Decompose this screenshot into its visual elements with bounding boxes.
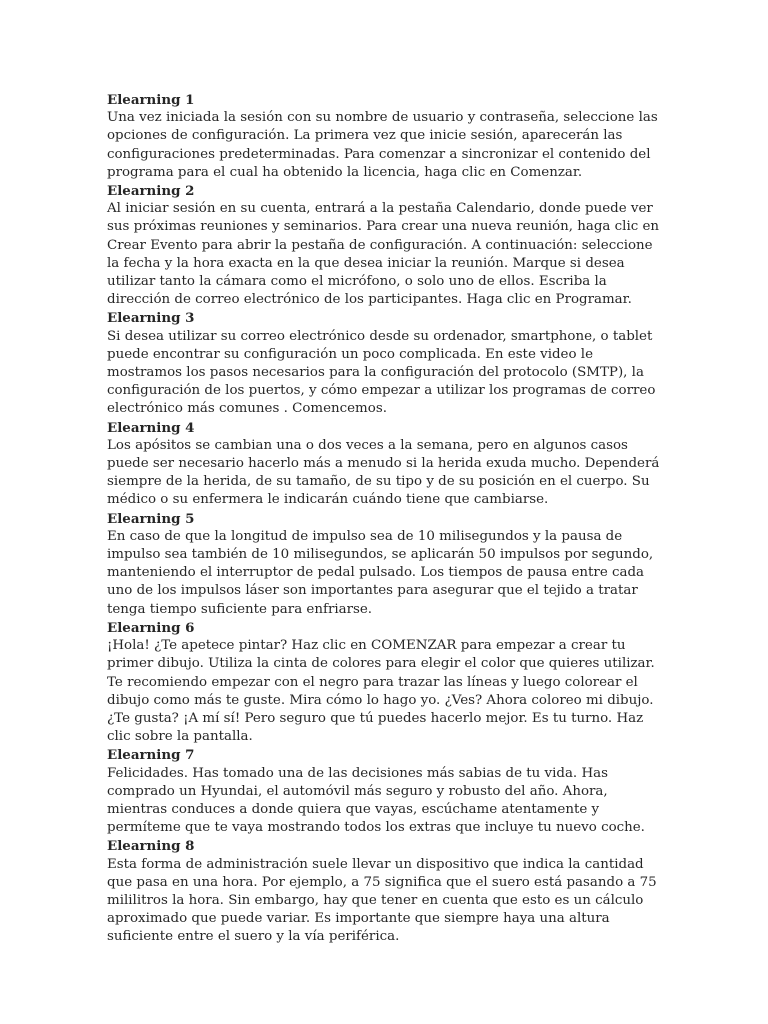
section-title: Elearning 8 — [107, 838, 195, 855]
section-body: Esta forma de administración suele llevar un dispositivo que indica la cantidad que pasa en una hora. Por ejemplo, a 75 significa que el suero está pasando a 75 mililitros la hora. Sin embargo, hay que tener en cuenta que esto es un cálculo aproximado que puede variar. Es importante que siempre haya una altura suficiente entre el suero y la vía periférica. — [107, 856, 657, 945]
section-elearning-1 — [107, 91, 667, 182]
section-title: Elearning 3 — [107, 310, 195, 327]
section-title: Elearning 1 — [107, 92, 195, 108]
section-body: Al iniciar sesión en su cuenta, entrará a la pestaña Calendario, donde puede ver sus próximas reuniones y seminarios. Para crear una nueva reunión, haga clic en Crear Evento para abrir la pestaña de configuración. A continuación: seleccione la fecha y la hora exacta en la que desea iniciar la reunión. Marque si desea utilizar tanto la cámara como el micrófono, o solo uno de ellos. Escriba la dirección de correo electrónico de los participantes. Haga clic en Programar. — [107, 201, 660, 308]
section-elearning-8 — [107, 837, 667, 946]
section-elearning-3 — [107, 309, 667, 418]
section-title: Elearning 7 — [107, 747, 195, 764]
document-page — [107, 91, 667, 947]
section-title: Elearning 4 — [107, 419, 195, 436]
section-elearning-6 — [107, 619, 667, 746]
section-body: En caso de que la longitud de impulso sea de 10 milisegundos y la pausa de impulso sea también de 10 milisegundos, se aplicarán 50 impulsos por segundo, manteniendo el interruptor de pedal pulsado. Los tiempos de pausa entre cada uno de los impulsos láser son importantes para asegurar que el tejido a tratar tenga tiempo suficiente para enfriarse. — [107, 528, 654, 617]
section-elearning-5 — [107, 510, 667, 619]
section-title: Elearning 5 — [107, 510, 195, 527]
section-body: ¡Hola! ¿Te apetece pintar? Haz clic en COMENZAR para empezar a crear tu primer dibujo. Utiliza la cinta de colores para elegir el color que quieres utilizar. Te recomiendo empezar con el negro para trazar las líneas y luego colorear el dibujo como más te guste. Mira cómo lo hago yo. ¿Ves? Ahora coloreo mi dibujo. ¿Te gusta? ¡A mí sí! Pero seguro que tú puedes hacerlo mejor. Es tu turno. Haz clic sobre la pantalla. — [107, 638, 655, 745]
section-elearning-2 — [107, 182, 667, 309]
section-body: Felicidades. Has tomado una de las decisiones más sabias de tu vida. Has comprado un Hyundai, el automóvil más seguro y robusto del año. Ahora, mientras conduces a donde quiera que vayas, escúchame atentamente y permíteme que te vaya mostrando todos los extras que incluye tu nuevo coche. — [107, 765, 645, 836]
section-title: Elearning 6 — [107, 619, 195, 636]
section-body: Una vez iniciada la sesión con su nombre de usuario y contraseña, seleccione las opciones de configuración. La primera vez que inicie sesión, aparecerán las configuraciones predeterminadas. Para comenzar a sincronizar el contenido del programa para el cual ha obtenido la licencia, haga clic en Comenzar. — [107, 110, 658, 180]
section-body: Los apósitos se cambian una o dos veces a la semana, pero en algunos casos puede ser necesario hacerlo más a menudo si la herida exuda mucho. Dependerá siempre de la herida, de su tamaño, de su tipo y de su posición en el cuerpo. Su médico o su enfermera le indicarán cuándo tiene que cambiarse. — [107, 437, 660, 508]
section-title: Elearning 2 — [107, 183, 195, 200]
section-elearning-4 — [107, 419, 667, 510]
section-body: Si desea utilizar su correo electrónico desde su ordenador, smartphone, o tablet puede encontrar su configuración un poco complicada. En este video le mostramos los pasos necesarios para la configuración del protocolo (SMTP), la configuración de los puertos, y cómo empezar a utilizar los programas de correo electrónico más comunes . Comencemos. — [107, 328, 656, 417]
section-elearning-7 — [107, 746, 667, 837]
